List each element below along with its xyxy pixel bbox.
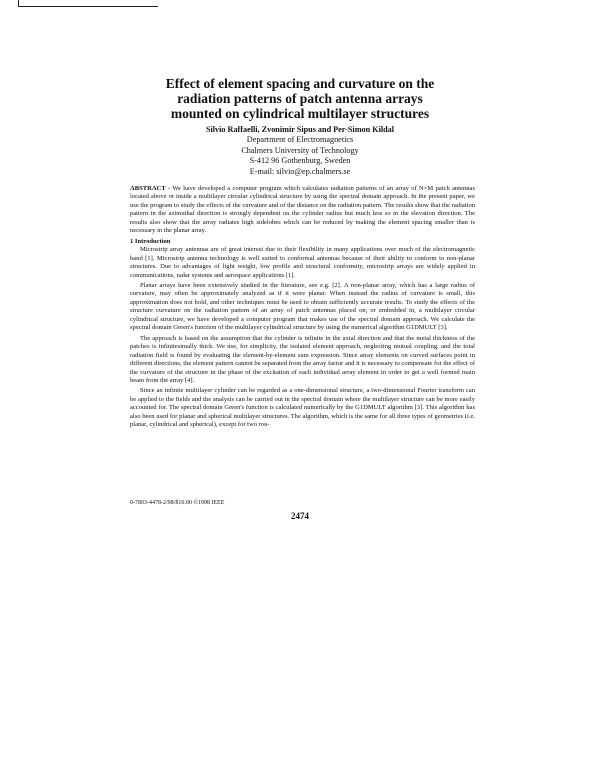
abstract-text: - We have developed a computer program which calculates radiation patterns of an array of N×M patch antennas located above or inside a multilayer circular cylindrical structure by using the spectral domain approach. In the present paper, we use the program to study the effects of the curvature and of the distance on the radiation pattern. The results show that the radiation pattern in the azimuthal direction is strongly dependent on the cylinder radius but much less so in the elevation direction. The results also show that the array radiates high sidelobes which can be reduced by making the element spacing smaller than is necessary in the planar array. <box>130 185 475 235</box>
title-line: Effect of element spacing and curvature on the <box>165 76 435 91</box>
paragraph: The approach is based on the assumption that the cylinder is infinite in the axial direction and that the metal thickness of the patches is infinitesimally thick. We use, for simplicity, the isolated element approach, neglecting mutual coupling, and the total radiation field is found by evaluating the element-by-element sum expression. Since array elements on curved surfaces point in different directions, the element pattern cannot be separated from the array factor and it is necessary to compensate for the effect of the curvature of the structure in the phase of the excitation of each individual array element in order to get a well formed main beam from the array [4]. <box>130 334 475 384</box>
affiliation-line: S-412 96 Gothenburg, Sweden <box>249 156 351 166</box>
copyright-notice: 0-7803-4478-2/98/$10.00 ©1998 IEEE <box>130 500 225 506</box>
author-email: E-mail: silvio@ep.chalmers.se <box>249 166 351 176</box>
paper-body <box>130 185 475 430</box>
affiliation-line: Chalmers University of Technology <box>241 145 359 155</box>
author-block <box>150 125 450 177</box>
paragraph: Microstrip array antennas are of great interest due to their flexibility in many applications over much of the electromagnetic band [1]. Microstrip antenna technology is well suited to conformal antennas because of their ability to conform to non-planar structures. Due to advantages of light weight, low profile and structural conformity, microstrip arrays are widely applied in communications, radar systems and aerospace applications [1]. <box>130 246 475 279</box>
paper-title <box>130 76 470 121</box>
title-line: radiation patterns of patch antenna arrays <box>177 91 423 106</box>
abstract <box>130 185 475 236</box>
paragraph: Planar arrays have been extensively studied in the literature, see e.g. [2]. A non-planar array, which has a large radius of curvature, may often be approximately analyzed as if it were planar. When instead the radius of curvature is small, this approximation does not hold, and other techniques must be used to obtain sufficiently accurate results. To study the effects of the structure curvature on the radiation pattern of an array of patch antennas placed on, or embedded in, a multilayer circular cylindrical structure, we have developed a computer program that makes use of the spectral domain approach. We calculate the spectral domain Green's function of the multilayer cylindrical structure by using the numerical algorithm G1DMULT [3]. <box>130 281 475 332</box>
section-heading: 1 Introduction <box>130 237 171 245</box>
title-line: mounted on cylindrical multilayer structures <box>170 106 430 121</box>
page-number: 2474 <box>291 511 309 521</box>
abstract-label: ABSTRACT <box>130 185 166 192</box>
affiliation-line: Department of Electromagnetics <box>246 135 354 145</box>
author-names: Silvio Raffaelli, Zvonimir Sipus and Per-Simon Kildal <box>205 125 395 134</box>
crop-rule <box>18 6 158 7</box>
paragraph: Since an infinite multilayer cylinder can be regarded as a one-dimensional structure, a two-dimensional Fourier transform can be applied to the fields and the analysis can be carried out in the spectral domain where the multilayer structure can be more easily accounted for. The spectral domain Green's function is calculated numerically by the G1DMULT algorithm [3]. This algorithm has also been used for planar and spherical multilayer structures. The algorithm, which is the same for all three types of geometries (i.e. planar, cylindrical and spherical), except for two rou- <box>130 387 475 429</box>
